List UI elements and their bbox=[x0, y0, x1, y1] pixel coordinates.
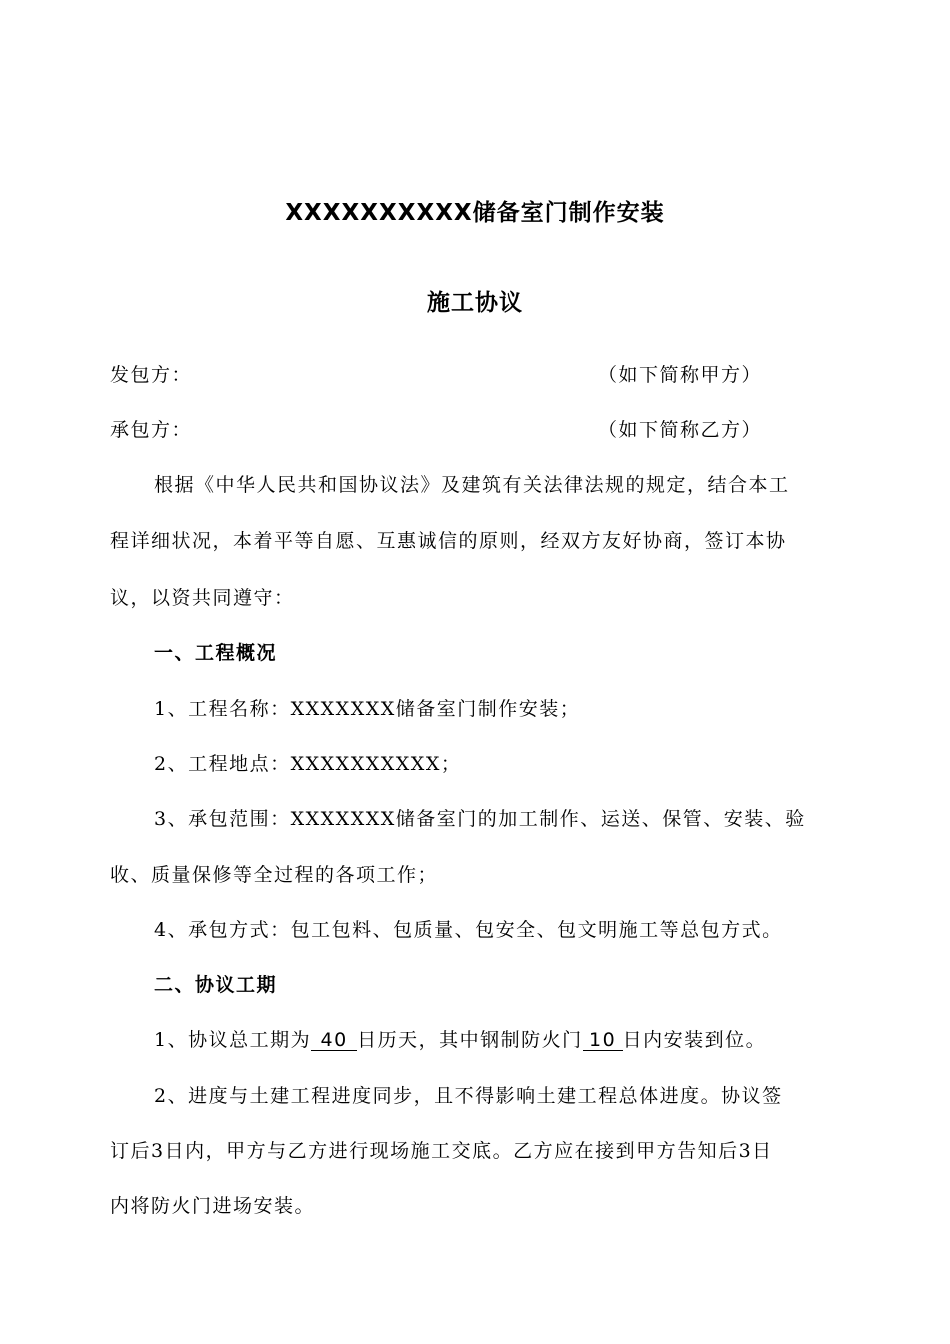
section-2-item-1 bbox=[154, 1025, 854, 1052]
document-title: XXXXXXXXXX储备室门制作安装 bbox=[285, 200, 665, 226]
preamble-line-3: 议，以资共同遵守： bbox=[110, 587, 295, 609]
section-1-item-3: 3、承包范围：XXXXXXX储备室门的加工制作、运送、保管、安装、验 bbox=[154, 808, 806, 830]
contractor-note: （如下简称乙方） bbox=[598, 419, 763, 441]
section-2-item-2-final: 内将防火门进场安装。 bbox=[110, 1195, 316, 1217]
employer-note: （如下简称甲方） bbox=[598, 364, 763, 386]
section-1-item-2: 2、工程地点：XXXXXXXXXX； bbox=[154, 753, 462, 775]
preamble-line-1: 根据《中华人民共和国协议法》及建筑有关法律法规的规定，结合本工 bbox=[154, 474, 790, 496]
contractor-label: 承包方： bbox=[110, 419, 193, 441]
section-2-item-2: 2、进度与土建工程进度同步，且不得影响土建工程总体进度。协议签 bbox=[154, 1085, 783, 1107]
section-1-heading: 一、工程概况 bbox=[154, 642, 278, 664]
duration-prefix: 1、协议总工期为 bbox=[154, 1029, 312, 1051]
section-1-item-4: 4、承包方式：包工包料、包质量、包安全、包文明施工等总包方式。 bbox=[154, 919, 783, 941]
section-2-item-2-continued: 订后3日内，甲方与乙方进行现场施工交底。乙方应在接到甲方告知后3日 bbox=[110, 1140, 773, 1162]
document-subtitle: 施工协议 bbox=[427, 290, 523, 316]
section-2-heading: 二、协议工期 bbox=[154, 974, 278, 996]
section-1-item-1: 1、工程名称：XXXXXXX储备室门制作安装； bbox=[154, 698, 581, 720]
employer-label: 发包方： bbox=[110, 364, 193, 386]
fire-door-duration-value: 10 bbox=[583, 1030, 623, 1051]
duration-middle: 日历天，其中钢制防火门 bbox=[357, 1029, 583, 1051]
preamble-line-2: 程详细状况，本着平等自愿、互惠诚信的原则，经双方友好协商，签订本协 bbox=[110, 530, 787, 552]
section-1-item-3-continued: 收、质量保修等全过程的各项工作； bbox=[110, 864, 439, 886]
total-duration-value: 40 bbox=[311, 1030, 357, 1051]
duration-suffix: 日内安装到位。 bbox=[622, 1029, 767, 1051]
